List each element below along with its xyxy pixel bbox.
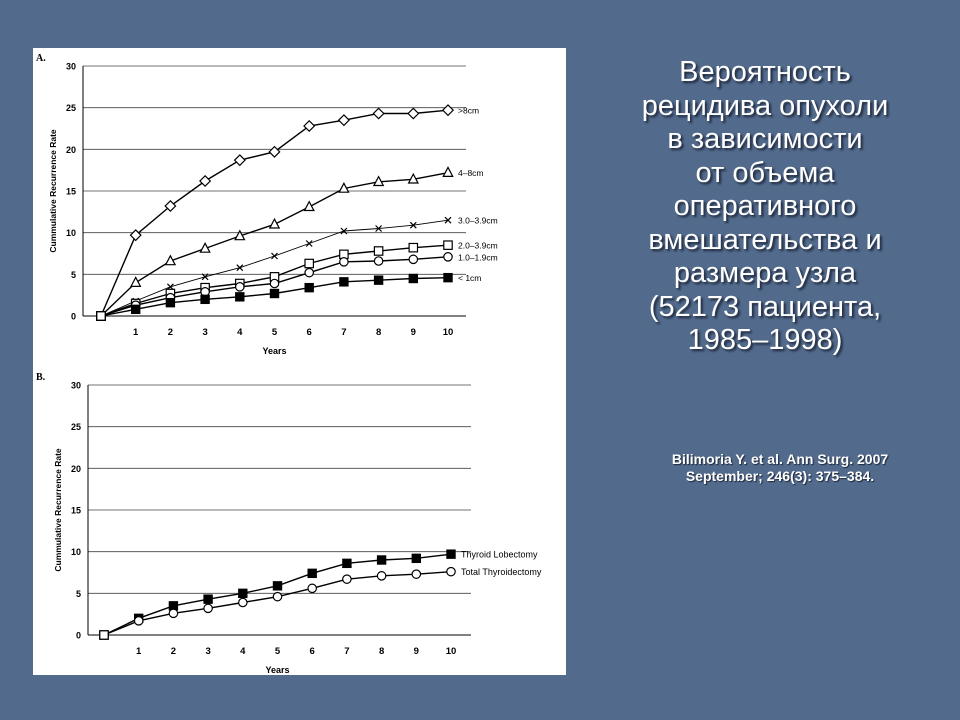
data-point — [272, 253, 278, 259]
data-point — [443, 167, 452, 176]
data-point — [270, 219, 279, 228]
data-point — [239, 589, 247, 597]
y-tick-label: 15 — [65, 186, 76, 197]
panel-label: B. — [36, 372, 46, 383]
data-point — [304, 121, 314, 131]
data-point — [339, 115, 349, 125]
data-point — [131, 277, 140, 286]
y-tick-label: 15 — [70, 505, 81, 516]
data-point — [305, 259, 313, 267]
y-tick-label: 5 — [75, 588, 81, 599]
data-point — [201, 295, 209, 303]
data-point — [273, 592, 281, 600]
data-point — [447, 567, 455, 575]
series-label: 3.0–3.9cm — [458, 215, 498, 226]
series-label: < 1cm — [458, 273, 482, 284]
data-point — [135, 617, 143, 625]
series-label: 2.0–3.9cm — [458, 240, 498, 251]
y-axis-label: Cummulative Recurrence Rate — [48, 129, 58, 253]
data-point — [306, 241, 312, 247]
x-axis-label: Years — [262, 346, 287, 356]
data-point — [377, 556, 385, 564]
citation-line: Bilimoria Y. et al. Ann Surg. 2007 — [671, 451, 889, 467]
x-tick-label: 4 — [237, 327, 243, 338]
x-tick-label: 6 — [306, 327, 312, 338]
x-tick-label: 4 — [240, 646, 246, 657]
x-tick-label: 1 — [136, 646, 142, 657]
heading-line: в зависимости — [667, 123, 863, 155]
data-point — [237, 265, 243, 271]
data-point — [273, 582, 281, 590]
x-tick-label: 9 — [413, 646, 419, 657]
series-label: >8cm — [458, 105, 480, 116]
series-4 — [97, 253, 452, 321]
x-tick-label: 5 — [271, 327, 278, 338]
x-tick-label: 7 — [344, 646, 350, 657]
data-point — [305, 283, 313, 291]
data-point — [97, 312, 105, 320]
x-tick-label: 8 — [375, 327, 382, 338]
y-tick-label: 30 — [70, 380, 81, 391]
x-tick-label: 10 — [445, 646, 457, 657]
x-tick-label: 7 — [341, 327, 347, 338]
data-point — [270, 279, 278, 287]
x-tick-label: 5 — [274, 646, 281, 657]
data-point — [343, 559, 351, 567]
data-point — [305, 202, 314, 211]
data-point — [447, 550, 455, 558]
y-tick-label: 0 — [75, 630, 81, 641]
y-tick-label: 10 — [65, 228, 76, 239]
x-tick-label: 10 — [442, 327, 454, 338]
y-tick-label: 25 — [65, 103, 76, 114]
data-point — [204, 604, 212, 612]
x-axis-label: Years — [265, 665, 290, 675]
data-point — [204, 595, 212, 603]
series-label: Total Thyroidectomy — [461, 567, 542, 578]
data-point — [340, 278, 348, 286]
data-point — [373, 108, 383, 118]
heading-line: оперативного — [673, 190, 857, 222]
data-point — [412, 554, 420, 562]
data-point — [408, 108, 418, 118]
data-point — [235, 155, 245, 165]
data-point — [343, 575, 351, 583]
heading-line: рецидива опухоли — [641, 89, 889, 122]
data-point — [236, 293, 244, 301]
data-point — [308, 569, 316, 577]
data-point — [269, 147, 279, 157]
x-tick-label: 2 — [170, 646, 177, 657]
y-tick-label: 25 — [70, 422, 81, 433]
data-point — [374, 247, 382, 255]
data-point — [412, 570, 420, 578]
x-tick-label: 3 — [202, 327, 208, 338]
x-tick-label: 8 — [378, 646, 385, 657]
data-point — [443, 105, 453, 115]
data-point — [200, 176, 210, 186]
y-tick-label: 0 — [70, 311, 76, 322]
y-tick-label: 5 — [70, 269, 76, 280]
data-point — [374, 257, 382, 265]
data-point — [169, 609, 177, 617]
data-point — [305, 268, 313, 276]
data-point — [166, 298, 174, 306]
series-1 — [100, 567, 455, 639]
y-tick-label: 10 — [70, 547, 81, 558]
heading-line: Вероятность — [679, 56, 851, 88]
series-label: 4–8cm — [458, 168, 484, 179]
data-point — [444, 273, 452, 281]
series-label: Thyroid Lobectomy — [461, 549, 538, 560]
heading-line: вмешательства и — [648, 223, 882, 256]
y-tick-label: 20 — [70, 463, 81, 474]
y-tick-label: 20 — [65, 144, 76, 155]
data-point — [409, 274, 417, 282]
data-point — [377, 572, 385, 580]
slide-heading — [600, 56, 930, 358]
x-tick-label: 2 — [167, 327, 174, 338]
data-point — [308, 584, 316, 592]
panel-label: A. — [36, 53, 46, 64]
data-point — [100, 631, 108, 639]
x-tick-label: 3 — [205, 646, 211, 657]
figure-panel — [33, 48, 566, 675]
data-point — [132, 305, 140, 313]
heading-line: размера узла — [673, 257, 857, 289]
data-point — [340, 258, 348, 266]
series-label: 1.0–1.9cm — [458, 252, 498, 263]
charts-svg — [33, 48, 566, 675]
x-tick-label: 9 — [410, 327, 416, 338]
chart-panel-b — [36, 372, 542, 675]
heading-line: от объема — [695, 156, 835, 189]
data-point — [239, 598, 247, 606]
citation-line: September; 246(3): 375–384. — [685, 468, 875, 484]
citation — [620, 451, 940, 485]
data-point — [444, 241, 452, 249]
data-point — [409, 255, 417, 263]
x-tick-label: 1 — [133, 327, 139, 338]
heading-line: (52173 пациента, — [648, 290, 882, 323]
y-axis-label: Cummulative Recurrence Rate — [53, 448, 63, 572]
y-tick-label: 30 — [65, 61, 76, 72]
chart-panel-a — [36, 53, 498, 356]
x-tick-label: 6 — [309, 646, 315, 657]
heading-line: 1985–1998) — [687, 324, 843, 356]
data-point — [409, 243, 417, 251]
data-point — [444, 253, 452, 261]
data-point — [236, 283, 244, 291]
data-point — [374, 276, 382, 284]
data-point — [270, 289, 278, 297]
